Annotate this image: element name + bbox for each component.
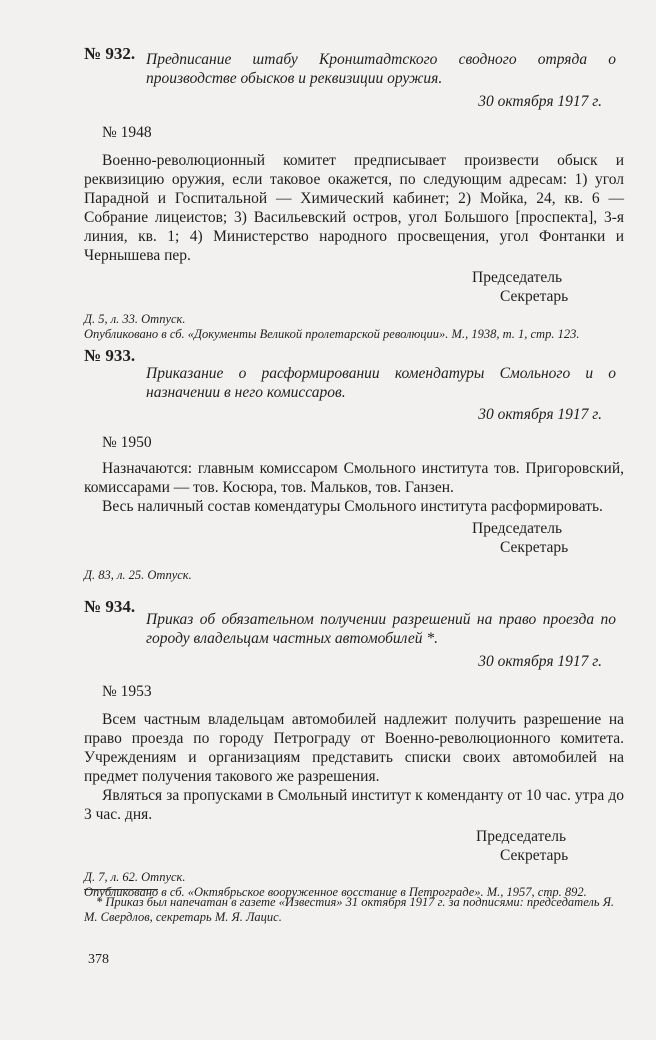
- signature-secretary: Секретарь: [500, 847, 569, 864]
- signature-chairman: Председатель: [472, 520, 563, 537]
- signature-chairman: Председатель: [472, 269, 563, 286]
- signature-block: [476, 827, 624, 865]
- registration-number: № 1950: [102, 434, 152, 451]
- document-body: [84, 151, 624, 265]
- document-number: № 934.: [84, 597, 136, 616]
- signature-block: [472, 268, 624, 306]
- page-number: 378: [88, 952, 109, 967]
- body-paragraph: Военно-революционный комитет предписывает произвести обыск и реквизицию оружия, если таковое окажется, по следующим адресам: 1) угол Парадной и Госпитальной — Химический кабинет; 2) Мойка, 24, кв. 6 — Собрание лицеистов; 3) Васильевский остров, угол Большого [проспекта], 3-я линия, кв. 1; 4) Министерство народного просвещения, угол Фонтанки и Чернышева пер.: [84, 152, 624, 264]
- document-title: Приказ об обязательном получении разрешений на право проезда по городу владельцам частных автомобилей *.: [146, 611, 616, 647]
- body-paragraph: Назначаются: главным комиссаром Смольного института тов. Пригоровский, комиссарами — тов. Косюра, тов. Мальков, тов. Ганзен.: [84, 460, 624, 496]
- footnote-text: * Приказ был напечатан в газете «Известия» 31 октября 1917 г. за подписями: председатель Я. М. Свердлов, секретарь М. Я. Лацис.: [84, 895, 615, 924]
- signature-block: [472, 519, 624, 557]
- signature-secretary: Секретарь: [500, 539, 569, 556]
- document-number: № 932.: [84, 44, 136, 63]
- footnote-divider: [84, 889, 158, 890]
- signature-secretary: Секретарь: [500, 288, 569, 305]
- document-body: [84, 459, 624, 516]
- registration-number: № 1948: [102, 124, 152, 141]
- document-date: 30 октября 1917 г.: [478, 653, 602, 670]
- footnote: [84, 895, 624, 925]
- archive-note: Д. 7, л. 62. Отпуск.: [84, 870, 186, 884]
- registration-number: № 1953: [102, 683, 152, 700]
- document-body: [84, 710, 624, 824]
- signature-chairman: Председатель: [476, 828, 567, 845]
- document-933: [84, 346, 624, 583]
- document-number: № 933.: [84, 346, 136, 365]
- document-title: Приказание о расформировании комендатуры Смольного и о назначении в него комиссаров.: [146, 365, 616, 401]
- body-paragraph: Являться за пропусками в Смольный институт к коменданту от 10 час. утра до 3 час. дня.: [84, 787, 624, 823]
- archive-note: Д. 5, л. 33. Отпуск.: [84, 312, 186, 326]
- document-934: [84, 597, 624, 900]
- body-paragraph: Весь наличный состав комендатуры Смольного института расформировать.: [102, 498, 603, 515]
- archive-note: Д. 83, л. 25. Отпуск.: [84, 568, 192, 582]
- document-932: [84, 44, 624, 342]
- document-title: Предписание штабу Кронштадтского сводного отряда о производстве обысков и реквизиции оружия.: [146, 51, 616, 87]
- document-date: 30 октября 1917 г.: [478, 406, 602, 423]
- document-date: 30 октября 1917 г.: [478, 93, 602, 110]
- body-paragraph: Всем частным владельцам автомобилей надлежит получить разрешение на право проезда по городу Петрограду от Военно-революционного комитета. Учреждениям и организациям представить списки своих автомобилей на предмет получения такового же разрешения.: [84, 711, 624, 785]
- publication-note: Опубликовано в сб. «Документы Великой пролетарской революции». М., 1938, т. 1, стр. 123.: [84, 327, 580, 341]
- publication-note: Опубликовано в сб. «Октябрьское вооруженное восстание в Петрограде». М., 1957, стр. 892.: [84, 885, 587, 899]
